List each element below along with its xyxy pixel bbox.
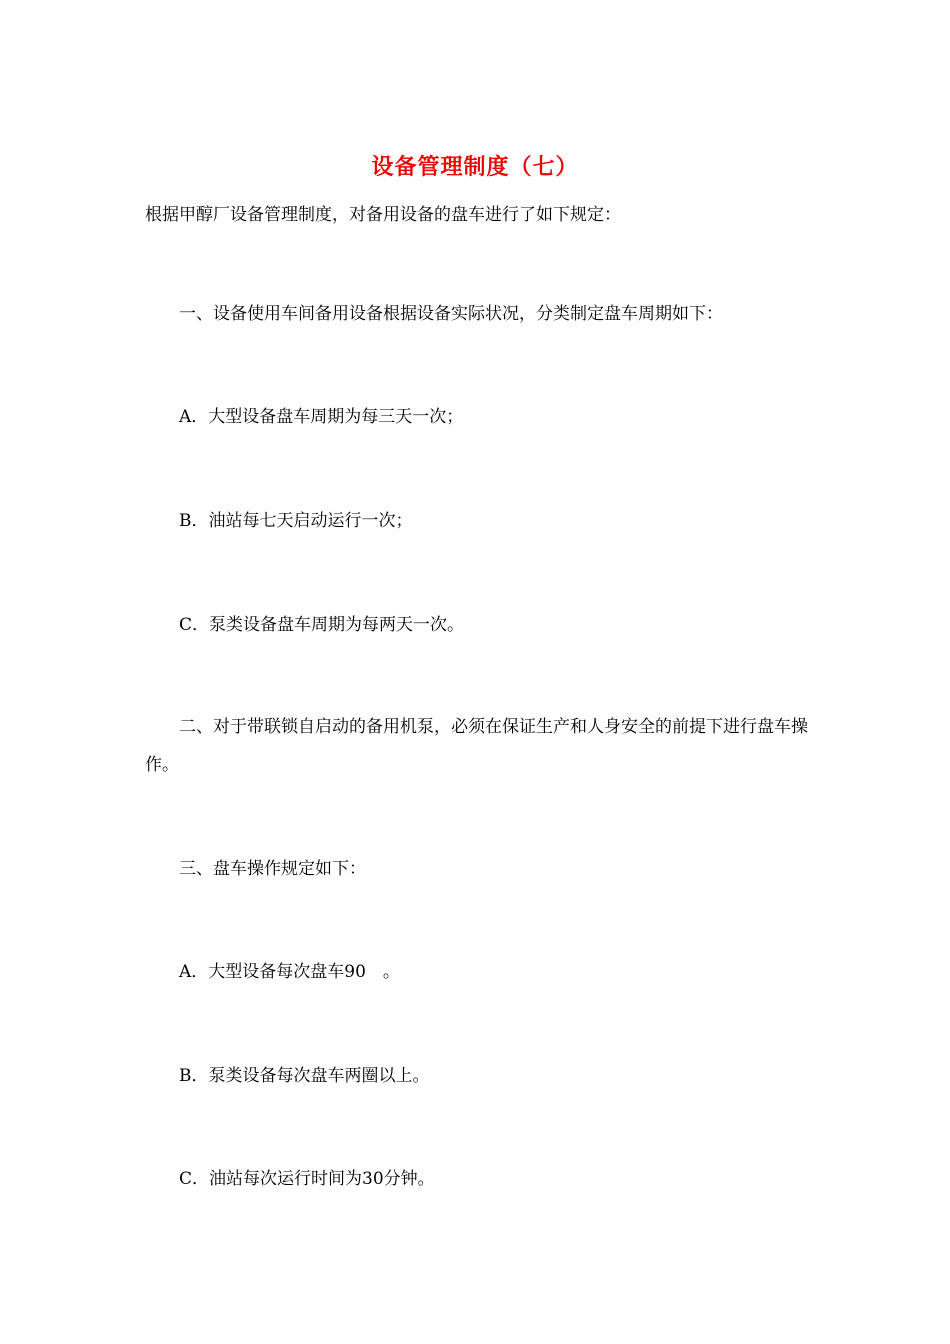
section-3-item-c: C．油站每次运行时间为30分钟。 [179, 1169, 435, 1189]
section-3-item-b: B．泵类设备每次盘车两圈以上。 [179, 1066, 430, 1086]
section-1-item-b: B．油站每七天启动运行一次； [179, 511, 413, 531]
section-3-item-a: A．大型设备每次盘车90 。 [179, 962, 400, 982]
section-1-item-a: A．大型设备盘车周期为每三天一次； [179, 407, 464, 427]
section-1-paragraph: 一、设备使用车间备用设备根据设备实际状况，分类制定盘车周期如下： [179, 304, 723, 324]
section-3-paragraph: 三、盘车操作规定如下： [179, 859, 366, 879]
section-1-item-c: C．泵类设备盘车周期为每两天一次。 [179, 615, 465, 635]
intro-paragraph: 根据甲醇厂设备管理制度，对备用设备的盘车进行了如下规定： [145, 205, 621, 225]
section-2-paragraph: 二、对于带联锁自启动的备用机泵，必须在保证生产和人身安全的前提下进行盘车操作。 [145, 717, 808, 775]
document-title: 设备管理制度（七） [371, 155, 579, 180]
